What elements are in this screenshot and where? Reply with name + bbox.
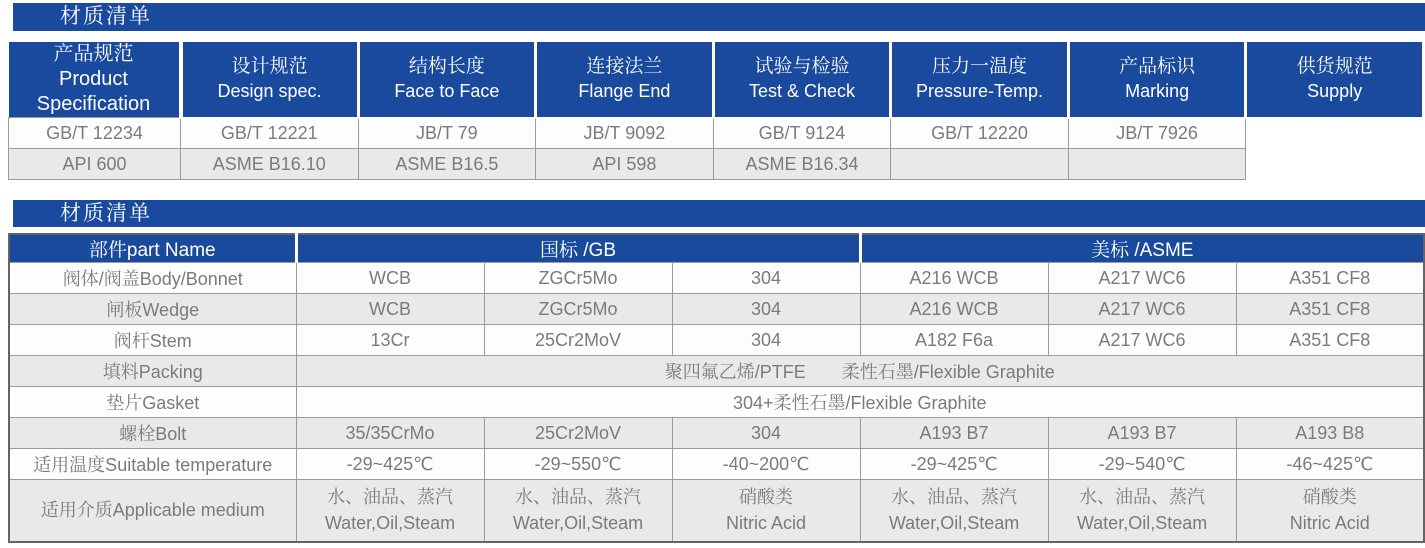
spec-data-cell: API 600 bbox=[9, 149, 181, 180]
spec-data-cell: GB/T 12234 bbox=[9, 118, 181, 149]
spec-column-header-en: Pressure-Temp. bbox=[916, 81, 1044, 102]
spec-column-header-zh: 结构长度 bbox=[408, 56, 485, 78]
part-name-header: 部件part Name bbox=[9, 234, 296, 263]
material-part-label: 阀杆Stem bbox=[9, 325, 296, 356]
material-cell-en: Water,Oil,Steam bbox=[888, 513, 1020, 534]
material-cell: A193 B7 bbox=[1048, 418, 1236, 449]
spec-column-header-2 bbox=[358, 42, 536, 118]
material-row-1 bbox=[9, 263, 1424, 294]
spec-column-header-zh: 供货规范 bbox=[1296, 56, 1373, 78]
material-cell: WCB bbox=[296, 294, 484, 325]
material-cell: 304 bbox=[672, 294, 860, 325]
material-cell: A217 WC6 bbox=[1048, 263, 1236, 294]
spec-data-cell bbox=[1068, 149, 1246, 180]
material-cell-en: Water,Oil,Steam bbox=[1076, 513, 1208, 534]
material-cell: -29~425℃ bbox=[860, 449, 1048, 480]
material-cell: -29~540℃ bbox=[1048, 449, 1236, 480]
spec-data-cell: ASME B16.10 bbox=[181, 149, 359, 180]
spec-data-cell: GB/T 12220 bbox=[891, 118, 1069, 149]
section2-title-bar bbox=[13, 200, 1425, 227]
material-span-cell: 304+柔性石墨/Flexible Graphite bbox=[296, 387, 1424, 418]
material-cell: A182 F6a bbox=[860, 325, 1048, 356]
corner-en2: Specification bbox=[36, 93, 151, 115]
material-cell: ZGCr5Mo bbox=[484, 263, 672, 294]
spec-column-header-zh: 试验与检验 bbox=[754, 56, 850, 78]
material-row-5 bbox=[9, 387, 1424, 418]
material-part-label: 阀体/阀盖Body/Bonnet bbox=[9, 263, 296, 294]
material-cell-en: Nitric Acid bbox=[1289, 513, 1370, 534]
material-cell-zh: 水、油品、蒸汽 bbox=[1079, 487, 1206, 508]
spec-data-cell: ASME B16.34 bbox=[713, 149, 891, 180]
material-part-label: 适用温度Suitable temperature bbox=[9, 449, 296, 480]
material-cell: ZGCr5Mo bbox=[484, 294, 672, 325]
material-cell-zh: 水、油品、蒸汽 bbox=[891, 487, 1018, 508]
spec-column-header-en: Supply bbox=[1307, 81, 1363, 102]
section2-title: 材质清单 bbox=[60, 202, 152, 225]
material-row-7 bbox=[9, 449, 1424, 480]
material-row-3 bbox=[9, 325, 1424, 356]
spec-column-header-zh: 连接法兰 bbox=[586, 56, 663, 78]
product-spec-corner-cell bbox=[9, 42, 181, 118]
spec-data-cell: JB/T 9092 bbox=[536, 118, 714, 149]
material-cell: -46~425℃ bbox=[1236, 449, 1424, 480]
material-cell: -29~425℃ bbox=[296, 449, 484, 480]
material-part-label: 垫片Gasket bbox=[9, 387, 296, 418]
material-cell: A217 WC6 bbox=[1048, 325, 1236, 356]
material-part-label: 填料Packing bbox=[9, 356, 296, 387]
asme-standard-header: 美标 /ASME bbox=[860, 234, 1424, 263]
material-cell-en: Nitric Acid bbox=[726, 513, 807, 534]
material-cell: A193 B7 bbox=[860, 418, 1048, 449]
spec-data-cell: GB/T 12221 bbox=[181, 118, 359, 149]
spec-column-header-zh: 设计规范 bbox=[231, 56, 308, 78]
spec-data-cell bbox=[891, 149, 1069, 180]
material-cell: A217 WC6 bbox=[1048, 294, 1236, 325]
material-cell: 13Cr bbox=[296, 325, 484, 356]
spec-column-header-zh: 产品标识 bbox=[1119, 56, 1196, 78]
material-cell: -40~200℃ bbox=[672, 449, 860, 480]
section1-title: 材质清单 bbox=[60, 5, 152, 28]
spec-data-cell: JB/T 7926 bbox=[1068, 118, 1246, 149]
spec-column-header-en: Face to Face bbox=[394, 81, 500, 102]
material-cell: 304 bbox=[672, 418, 860, 449]
material-cell: A193 B8 bbox=[1236, 418, 1424, 449]
spec-data-cell: JB/T 79 bbox=[358, 118, 536, 149]
material-cell bbox=[672, 480, 860, 542]
spec-column-header-en: Design spec. bbox=[217, 81, 322, 102]
material-header-row bbox=[9, 234, 1424, 263]
material-cell bbox=[296, 480, 484, 542]
material-cell-zh: 水、油品、蒸汽 bbox=[327, 487, 453, 508]
material-cell: A351 CF8 bbox=[1236, 325, 1424, 356]
spec-column-header-5 bbox=[891, 42, 1069, 118]
corner-en1: Product bbox=[59, 68, 128, 90]
material-cell: A351 CF8 bbox=[1236, 263, 1424, 294]
material-row-2 bbox=[9, 294, 1424, 325]
material-cell: -29~550℃ bbox=[484, 449, 672, 480]
spec-column-header-en: Test & Check bbox=[748, 81, 855, 102]
material-cell-zh: 硝酸类 bbox=[739, 487, 794, 508]
spec-column-header-3 bbox=[536, 42, 714, 118]
material-part-label: 适用介质Applicable medium bbox=[9, 480, 296, 542]
spec-column-header-6 bbox=[1068, 42, 1246, 118]
product-spec-header-row bbox=[9, 42, 1424, 118]
material-cell-en: Water,Oil,Steam bbox=[324, 513, 456, 534]
spec-column-header-1 bbox=[181, 42, 359, 118]
material-cell bbox=[484, 480, 672, 542]
spec-data-row-1 bbox=[9, 118, 1424, 149]
spec-column-header-zh: 压力一温度 bbox=[932, 56, 1028, 78]
material-cell: 304 bbox=[672, 325, 860, 356]
spec-data-cell: GB/T 9124 bbox=[713, 118, 891, 149]
material-cell: A216 WCB bbox=[860, 294, 1048, 325]
material-cell bbox=[1048, 480, 1236, 542]
material-cell-zh: 硝酸类 bbox=[1302, 487, 1357, 508]
material-cell: A216 WCB bbox=[860, 263, 1048, 294]
spec-column-header-en: Flange End bbox=[578, 81, 671, 102]
spec-column-header-7 bbox=[1246, 42, 1424, 118]
material-cell bbox=[860, 480, 1048, 542]
material-cell: 25Cr2MoV bbox=[484, 325, 672, 356]
material-cell: 25Cr2MoV bbox=[484, 418, 672, 449]
material-cell: A351 CF8 bbox=[1236, 294, 1424, 325]
spec-data-cell: ASME B16.5 bbox=[358, 149, 536, 180]
section1-title-bar bbox=[13, 3, 1425, 31]
material-list-table bbox=[8, 233, 1425, 543]
material-span-cell: 聚四氟乙烯/PTFE 柔性石墨/Flexible Graphite bbox=[296, 356, 1424, 387]
product-spec-table bbox=[8, 42, 1425, 180]
spec-column-header-4 bbox=[713, 42, 891, 118]
material-part-label: 闸板Wedge bbox=[9, 294, 296, 325]
material-row-6 bbox=[9, 418, 1424, 449]
material-cell: 304 bbox=[672, 263, 860, 294]
gb-standard-header: 国标 /GB bbox=[296, 234, 860, 263]
corner-zh: 产品规范 bbox=[53, 43, 134, 65]
material-cell-zh: 水、油品、蒸汽 bbox=[515, 487, 641, 508]
material-cell-en: Water,Oil,Steam bbox=[512, 513, 644, 534]
spec-data-cell: API 598 bbox=[536, 149, 714, 180]
material-row-8 bbox=[9, 480, 1424, 542]
material-row-4 bbox=[9, 356, 1424, 387]
material-cell bbox=[1236, 480, 1424, 542]
spec-data-row-2 bbox=[9, 149, 1424, 180]
material-part-label: 螺栓Bolt bbox=[9, 418, 296, 449]
material-cell: 35/35CrMo bbox=[296, 418, 484, 449]
spec-column-header-en: Marking bbox=[1125, 81, 1190, 102]
material-cell: WCB bbox=[296, 263, 484, 294]
